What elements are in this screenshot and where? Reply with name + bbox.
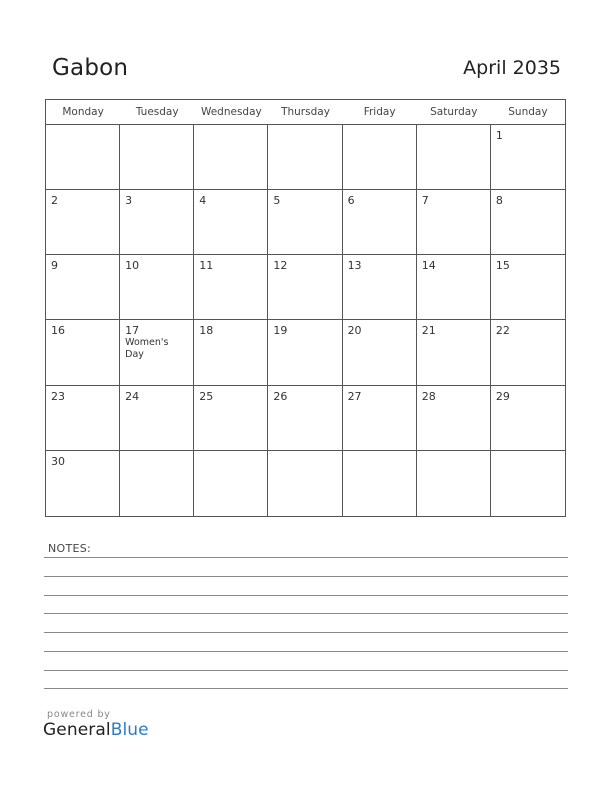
day-number: 21 (421, 324, 436, 338)
calendar-day-cell (268, 125, 342, 190)
calendar-day-cell (491, 386, 565, 451)
day-names-row (46, 100, 565, 125)
day-number: 20 (347, 324, 362, 338)
calendar-day-cell (46, 386, 120, 451)
day-number: 3 (125, 194, 133, 208)
calendar-day-cell (46, 255, 120, 320)
day-name-wednesday: Wednesday (200, 106, 262, 118)
day-number: 17 (125, 324, 140, 338)
calendar-day-cell (417, 386, 491, 451)
notes-line (44, 651, 568, 652)
day-number: 10 (125, 259, 140, 273)
calendar-day-cell (417, 320, 491, 385)
brand-general-text: General (43, 720, 111, 740)
day-number: 16 (51, 324, 65, 338)
day-name-sunday: Sunday (508, 106, 548, 118)
calendar-day-cell (268, 386, 342, 451)
day-number: 19 (273, 324, 288, 338)
day-number: 27 (347, 389, 362, 403)
notes-line (44, 632, 568, 633)
calendar-day-cell (491, 190, 565, 255)
calendar-day-cell (46, 320, 120, 385)
day-number: 6 (347, 194, 355, 208)
day-number: 24 (125, 389, 140, 403)
calendar-day-cell (491, 320, 565, 385)
day-number: 4 (199, 194, 207, 208)
notes-line (44, 576, 568, 577)
day-number: 8 (495, 194, 503, 208)
powered-by-text: powered by (47, 709, 111, 720)
day-number: 12 (273, 259, 288, 273)
day-name-thursday: Thursday (281, 106, 330, 118)
day-number: 11 (199, 259, 214, 273)
calendar-day-cell (268, 320, 342, 385)
calendar-day-cell (46, 451, 120, 516)
month-year-title: April 2035 (463, 57, 561, 79)
day-number: 28 (421, 389, 436, 403)
calendar-day-cell (194, 386, 268, 451)
calendar-day-cell (343, 190, 417, 255)
day-number: 9 (51, 259, 58, 273)
calendar-day-cell (120, 320, 194, 385)
calendar-day-cell (194, 255, 268, 320)
calendar-day-cell (120, 125, 194, 190)
calendar-day-cell (120, 255, 194, 320)
calendar-day-cell (491, 451, 565, 516)
calendar-day-cell (120, 451, 194, 516)
calendar-day-cell (491, 255, 565, 320)
day-number: 5 (273, 194, 281, 208)
calendar-day-cell (417, 451, 491, 516)
day-number: 15 (495, 259, 510, 273)
calendar-day-cell (194, 190, 268, 255)
calendar-day-cell (194, 451, 268, 516)
day-number: 13 (347, 259, 362, 273)
calendar-day-cell (343, 125, 417, 190)
day-number: 29 (495, 389, 510, 403)
notes-line (44, 595, 568, 596)
holiday-label: Women's Day (125, 337, 169, 361)
country-title: Gabon (52, 55, 129, 81)
day-number: 25 (199, 389, 214, 403)
calendar-grid (45, 99, 566, 517)
calendar-day-cell (268, 451, 342, 516)
calendar-day-cell (194, 320, 268, 385)
day-number: 23 (51, 389, 65, 403)
calendar-day-cell (120, 386, 194, 451)
day-name-monday: Monday (62, 106, 104, 118)
calendar-day-cell (343, 386, 417, 451)
notes-line (44, 688, 568, 689)
notes-label: NOTES: (48, 542, 92, 555)
calendar-day-cell (343, 451, 417, 516)
day-number: 26 (273, 389, 288, 403)
day-number: 18 (199, 324, 214, 338)
calendar-day-cell (268, 190, 342, 255)
notes-line (44, 670, 568, 671)
day-number: 22 (495, 324, 510, 338)
notes-line (44, 557, 568, 558)
calendar-day-cell (268, 255, 342, 320)
calendar-day-cell (46, 125, 120, 190)
calendar-day-cell (194, 125, 268, 190)
calendar-day-cell (417, 125, 491, 190)
calendar-day-cell (46, 190, 120, 255)
day-name-saturday: Saturday (430, 106, 478, 118)
day-number: 30 (51, 454, 65, 468)
calendar-day-cell (343, 255, 417, 320)
calendar-day-cell (417, 190, 491, 255)
weeks-grid (46, 125, 565, 516)
calendar-day-cell (417, 255, 491, 320)
day-name-friday: Friday (363, 106, 396, 118)
day-number: 7 (421, 194, 429, 208)
day-name-tuesday: Tuesday (135, 106, 179, 118)
notes-line (44, 613, 568, 614)
calendar-day-cell (120, 190, 194, 255)
day-number: 1 (495, 129, 503, 142)
calendar-day-cell (491, 125, 565, 190)
brand-blue-text: Blue (110, 720, 149, 740)
calendar-day-cell (343, 320, 417, 385)
day-number: 2 (51, 194, 58, 208)
brand-logo[interactable] (43, 720, 149, 740)
day-number: 14 (421, 259, 436, 273)
